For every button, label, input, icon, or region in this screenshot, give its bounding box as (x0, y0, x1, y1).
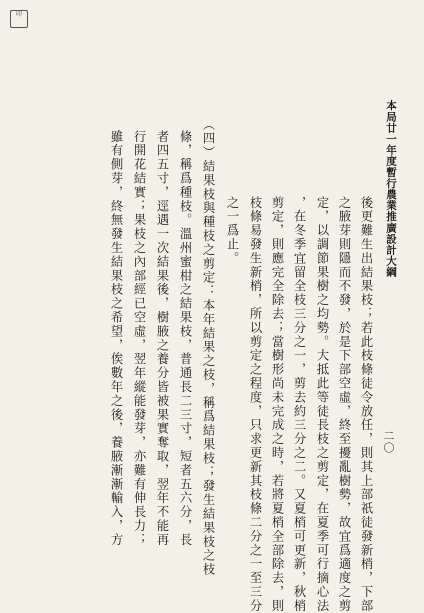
text-line-10: 者四五寸，逕遇一次結果後，樹腋之養分皆被果實奪取，翌年不能再 (155, 130, 169, 547)
text-line-9: 條，稱爲種枝。溫州蜜柑之結果枝，普通長二三寸，短者五六分，長 (178, 130, 192, 547)
library-seal-stamp: 印 (10, 10, 28, 28)
section-heading-line: （四）結果枝與種枝之剪定：本年結果之枝，稱爲結果枝；發生結果枝之枝 (201, 118, 215, 577)
running-header-title: 本局廿一年度暫行農業推廣設計大綱 (385, 100, 397, 278)
text-line-12: 雖有側芽，終無發生結果枝之希望，俟數年之後，養腋漸漸輸入，方 (109, 130, 123, 547)
text-line-6: 枝條易發生新梢，所以剪定之程度，只求更新其枝條二分之一至三分 (248, 196, 262, 613)
text-line-7: 之一爲止。 (225, 196, 239, 266)
text-line-3: 定，以調節果樹之均勢。大抵此等徒長枝之剪定，在夏季可行摘心法 (315, 196, 329, 613)
text-line-11: 行開花結實；果枝之內部經已空虛，翌年縱能發芽，亦難有伸長力； (132, 130, 146, 547)
text-line-2: 之腋芽則隱而不發，於是下部空虛，終至擾亂樹勢，故宜爲適度之剪 (337, 196, 351, 613)
page-number: 二〇 (382, 430, 395, 454)
text-line-5: 剪定，則應完全除去；當樹形尚未完成之時，若將夏梢全部除去，則 (270, 196, 284, 613)
text-line-1: 後更難生出結果枝；若此枝條徒令放任，則其上部祇徒發新梢，下部 (359, 196, 373, 613)
text-line-4: ，在冬季宜留全枝三分之一，剪去約三分之二。又夏梢可更新，秋梢 (292, 196, 306, 613)
